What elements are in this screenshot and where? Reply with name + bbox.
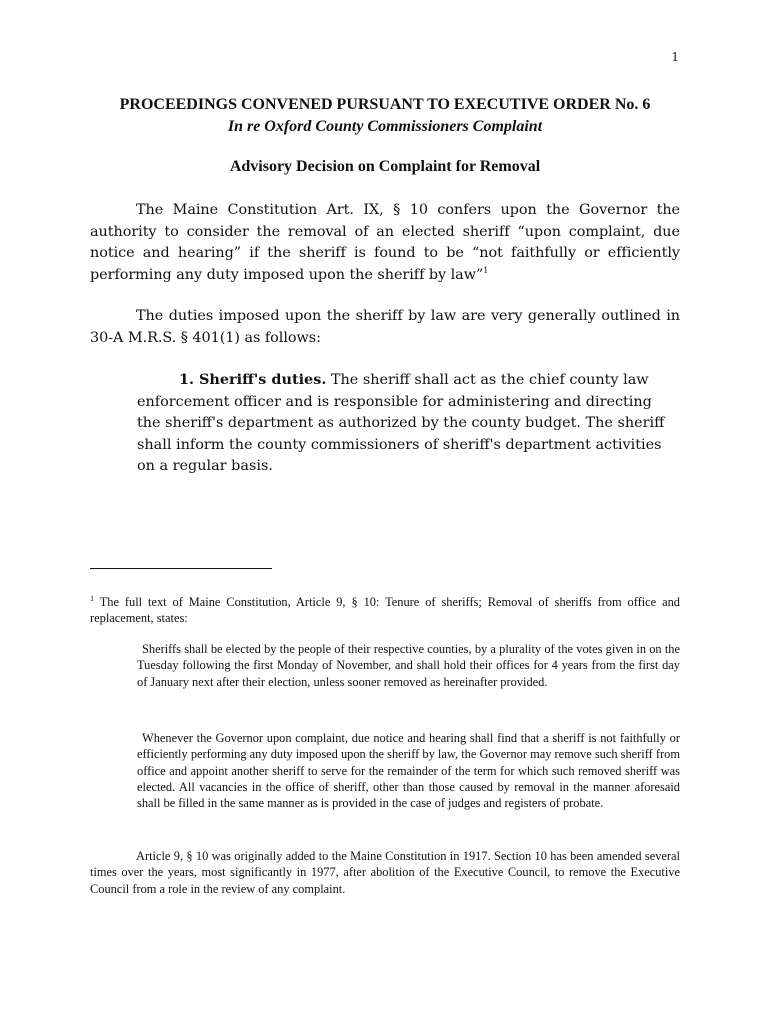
footnote-reference[interactable]: 1 <box>483 265 489 275</box>
title-block <box>90 94 680 138</box>
page-number: 1 <box>671 50 679 64</box>
body-paragraph-1-text: The Maine Constitution Art. IX, § 10 confers upon the Governor the authority to consider the removal of an elected sheriff “upon complaint, due notice and hearing” if the sheriff is found to be “not faithfully or efficiently performing any duty imposed upon the sheriff by law” <box>90 202 680 283</box>
body-paragraph-2: The duties imposed upon the sheriff by law are very generally outlined in 30-A M.R.S. § 401(1) as follows: <box>90 308 680 346</box>
footnote-divider <box>90 568 272 569</box>
decision-title: Advisory Decision on Complaint for Removal <box>229 158 541 175</box>
statute-quote <box>137 369 680 478</box>
footnote-history: Article 9, § 10 was originally added to the Maine Constitution in 1917. Section 10 has been amended several times over the years, most significantly in 1977, after abolition of the Executive Council, to remove the Executive Council from a role in the review of any complaint. <box>90 849 680 896</box>
statute-quote-text: The sheriff shall act as the chief county law enforcement officer and is responsible for administering and directing the sheriff's department as authorized by the county budget. The sheriff shall inform the county commissioners of sheriff's department activities on a regular basis. <box>137 372 665 474</box>
body-paragraph-1 <box>90 200 680 286</box>
document-title: PROCEEDINGS CONVENED PURSUANT TO EXECUTIVE ORDER No. 6 <box>119 96 651 113</box>
footnote-quote-2: Whenever the Governor upon complaint, due notice and hearing shall find that a sheriff is not faithfully or efficiently performing any duty imposed upon the sheriff by law, the Governor may remove such sheriff from office and appoint another sheriff to serve for the remainder of the term for which such removed sheriff was elected. All vacancies in the office of sheriff, other than those caused by removal in the manner aforesaid shall be filled in the same manner as is provided in the case of judges and registers of probate. <box>137 731 680 811</box>
statute-quote-heading: 1. Sheriff's duties. <box>179 371 327 388</box>
footnote-marker: 1 <box>90 593 94 603</box>
document-subtitle: In re Oxford County Commissioners Complaint <box>227 118 543 135</box>
footnote-1 <box>90 594 680 627</box>
footnote-quote-1: Sheriffs shall be elected by the people of their respective counties, by a plurality of the votes given in on the Tuesday following the first Monday of November, and shall hold their offices for 4 years from the first day of January next after their election, unless sooner removed as hereinafter provided. <box>137 642 680 689</box>
footnote-1-intro: The full text of Maine Constitution, Article 9, § 10: Tenure of sheriffs; Removal of sheriffs from office and replacement, states: <box>90 595 680 626</box>
